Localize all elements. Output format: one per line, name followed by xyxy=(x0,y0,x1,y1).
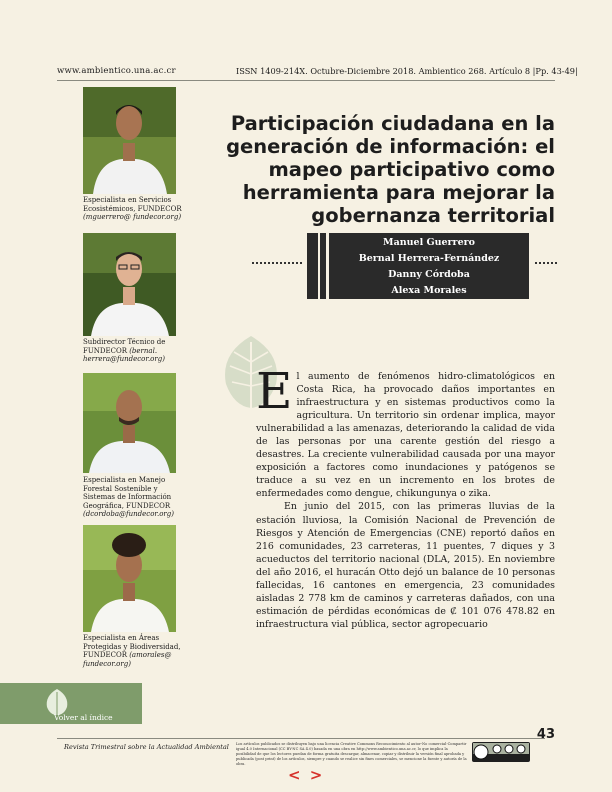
header-rule xyxy=(57,80,555,81)
author-name: Danny Córdoba xyxy=(388,269,470,280)
author-photo-4 xyxy=(83,525,176,632)
website-url: www.ambientico.una.ac.cr xyxy=(57,66,176,76)
author-photo-2 xyxy=(83,233,176,336)
page-number: 43 xyxy=(536,727,555,742)
author-caption-4: Especialista en Áreas Protegidas y Biodiversidad, FUNDECOR (amorales@ fundecor.org) xyxy=(83,634,181,668)
volver-label[interactable]: Volver al índice xyxy=(54,713,113,722)
authors-box xyxy=(329,233,529,299)
author-name: Bernal Herrera-Fernández xyxy=(358,253,500,264)
footer-rule xyxy=(57,738,545,739)
author-photo-3 xyxy=(83,373,176,473)
article-title: Participación ciudadana en la generación de información: el mapeo participativo como herramienta para mejorar la gobernanza territorial xyxy=(226,112,555,227)
author-caption-1: Especialista en Servicios Ecosistémicos, FUNDECOR (mguerrero@ fundecor.org) xyxy=(83,196,182,222)
paragraph-1: El aumento de fenómenos hidro-climatológicos en Costa Rica, ha provocado daños importantes en infraestructura y en sistemas productivos como la agricultura. Un territorio sin ordenar implica, mayor vulnerabilidad a las amenazas, deteriorando la calidad de vida de las personas por una carente gestión del riesgo a desastres. La creciente vulnerabilidad causada por una mayor exposición a factores como inundaciones y patógenos se traduce a su vez en un incremento en los brotes de enfermedades como dengue, chikungunya o zika. xyxy=(256,362,555,500)
page-nav-arrows[interactable]: < > xyxy=(288,766,325,784)
author-caption-2: Subdirector Técnico de FUNDECOR (bernal. herrera@fundecor.org) xyxy=(83,338,166,364)
authors-bar-accent xyxy=(307,233,318,299)
article-body xyxy=(256,362,555,631)
dotted-rule-right xyxy=(535,262,557,264)
license-text: Los artículos publicados se distribuyen bajo una licencia Creative Commons Reconocimiento al autor-No comercial-Compartir igual 4.0 Internacional (CC BY-NC SA 4.0) basada en una obra en http://www.ambientico.una.ac.cr, lo que implica la posibilidad de que los lectores puedan de forma gratuita descargar, almacenar, copiar y distribuir la versión final aprobada y publicada (post print) de los artículos, siempre y cuando se realice sin fines comerciales, se mencione la fuente y autoría de la obra. xyxy=(236,742,467,766)
cc-license-badge-icon[interactable] xyxy=(472,742,530,766)
journal-name: Revista Trimestral sobre la Actualidad Ambiental xyxy=(64,743,229,751)
paragraph-2: En junio del 2015, con las primeras lluvias de la estación lluviosa, la Comisión Nacional de Prevención de Riesgos y Atención de Emergencias (CNE) reportó daños en 216 comunidades, 23 carreteras, 11 puentes, 7 diques y 3 acueductos del territorio nacional (DLA, 2015). En noviembre del año 2016, el huracán Otto dejó un balance de 10 personas fallecidas, 16 cantones en emergencia, 23 comunidades aisladas 2 778 km de caminos y carreteras dañados, con una estimación de pérdidas económicas de ₡ 101 076 478.82 en infraestructura vial pública, sector agropecuario xyxy=(256,501,555,630)
author-caption-3: Especialista en Manejo Forestal Sostenible y Sistemas de Información Geográfica, FUNDECOR (dcordoba@fundecor.org) xyxy=(83,476,174,519)
author-name: Manuel Guerrero xyxy=(383,237,475,248)
author-name: Alexa Morales xyxy=(391,285,467,296)
dotted-rule-left xyxy=(252,262,302,264)
journal-info: ISSN 1409-214X. Octubre-Diciembre 2018. Ambientico 268. Artículo 8 |Pp. 43-49| xyxy=(236,66,578,76)
authors-bar-accent-2 xyxy=(320,233,326,299)
drop-cap: E xyxy=(256,362,293,420)
author-photo-1 xyxy=(83,87,176,194)
